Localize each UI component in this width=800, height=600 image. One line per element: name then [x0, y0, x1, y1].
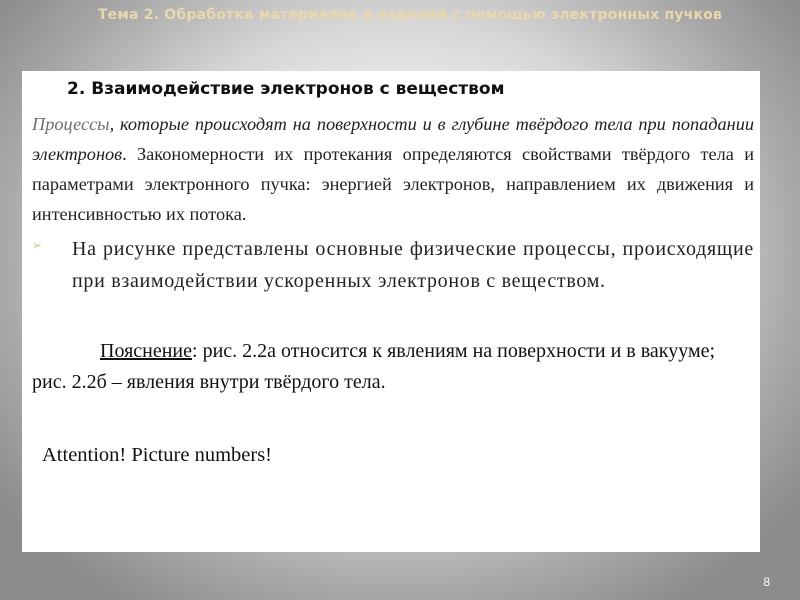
- explanation-text: рис. 2.2а относится к явлениям на поверхности и в вакууме; рис. 2.2б – явления внутри твёрдого тела.: [32, 340, 716, 393]
- intro-lead: Процессы: [32, 114, 110, 134]
- content-panel: [22, 71, 760, 552]
- attention-note: Attention! Picture numbers!: [42, 444, 273, 466]
- intro-italic-text: , которые происходят на поверхности и в глубине твёрдого тела при попадании электронов: [32, 114, 754, 164]
- checkmark-arrow-icon: ➢: [32, 238, 43, 252]
- bullet-item: [32, 234, 754, 297]
- page-number: 8: [763, 575, 770, 589]
- explanation-label: Пояснение: [100, 340, 193, 362]
- intro-paragraph: [32, 109, 754, 229]
- intro-text: . Закономерности их протекания определяются свойствами твёрдого тела и параметрами электронного пучка: энергией электронов, направлением их движения и интенсивностью их потока.: [32, 144, 754, 224]
- explanation-paragraph: [32, 336, 754, 398]
- bullet-text: На рисунке представлены основные физические процессы, происходящие при взаимодействии ускоренных электронов с веществом.: [72, 238, 754, 292]
- explanation-separator: :: [192, 340, 198, 362]
- slide-title: Тема 2. Обработка материалов и изделий с помощью электронных пучков: [97, 7, 723, 23]
- section-heading: 2. Взаимодействие электронов с веществом: [67, 79, 505, 99]
